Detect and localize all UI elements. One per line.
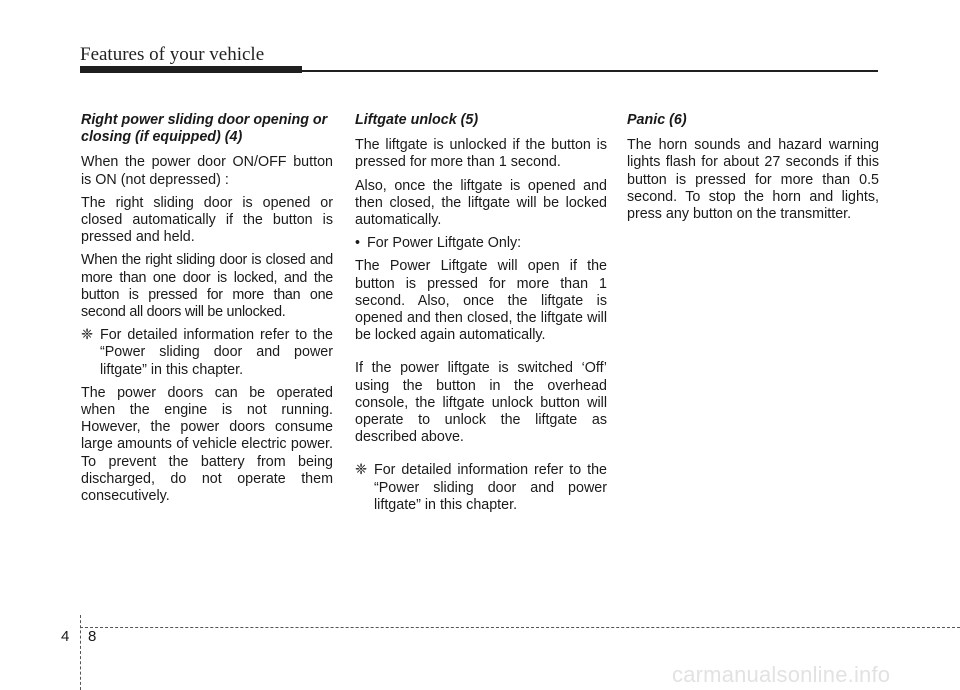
paragraph: The power doors can be operated when the engine is not running. However, the power doors consume large amounts of vehicle electric power. To prevent the battery from being discharged, do not operate them consecutively. (81, 384, 333, 505)
paragraph: Also, once the liftgate is opened and then closed, the liftgate will be locked automatically. (355, 177, 607, 229)
page-section-number: 4 (61, 628, 70, 645)
header-accent-bar (80, 66, 302, 73)
page-header-title: Features of your vehicle (80, 44, 265, 65)
note-symbol-icon: ❈ (355, 462, 367, 479)
bullet-text: For Power Liftgate Only: (367, 235, 522, 252)
watermark: carmanualsonline.info (672, 662, 891, 687)
reference-note (355, 462, 607, 514)
note-text: For detailed information refer to the “Power sliding door and power liftgate” in this chapter. (100, 327, 333, 378)
section-heading-power-sliding-door: Right power sliding door opening or closing (if equipped) (4) (81, 112, 328, 146)
paragraph: When the right sliding door is closed and more than one door is locked, and the button is pressed for more than one second all doors will be unlocked. (81, 252, 333, 321)
reference-note (81, 327, 333, 379)
page-number: 8 (88, 628, 97, 645)
paragraph: When the power door ON/OFF button is ON (not depressed) : (81, 154, 333, 188)
section-heading-liftgate-unlock: Liftgate unlock (5) (355, 112, 479, 128)
column-middle (355, 112, 607, 520)
bullet-item (355, 235, 607, 252)
paragraph: The right sliding door is opened or closed automatically if the button is pressed and held. (81, 194, 333, 246)
paragraph: If the power liftgate is switched ‘Off’ using the button in the overhead console, the liftgate unlock button will operate to unlock the liftgate as described above. (355, 360, 607, 446)
note-symbol-icon: ❈ (81, 327, 93, 344)
column-right (627, 112, 879, 229)
section-heading-panic: Panic (6) (627, 112, 687, 128)
bullet-icon: • (355, 235, 361, 252)
column-left (81, 112, 333, 511)
paragraph: The liftgate is unlocked if the button is pressed for more than 1 second. (355, 137, 607, 171)
header-rule (300, 70, 878, 72)
paragraph: The Power Liftgate will open if the button is pressed for more than 1 second. Also, once the liftgate is opened and then closed, the liftgate will be locked again automatically. (355, 258, 607, 344)
paragraph: The horn sounds and hazard warning lights flash for about 27 seconds if this button is pressed for more than 0.5 second. To stop the horn and lights, press any button on the transmitter. (627, 137, 879, 223)
footer-horizontal-rule (80, 627, 960, 628)
note-text: For detailed information refer to the “Power sliding door and power liftgate” in this chapter. (374, 462, 607, 513)
